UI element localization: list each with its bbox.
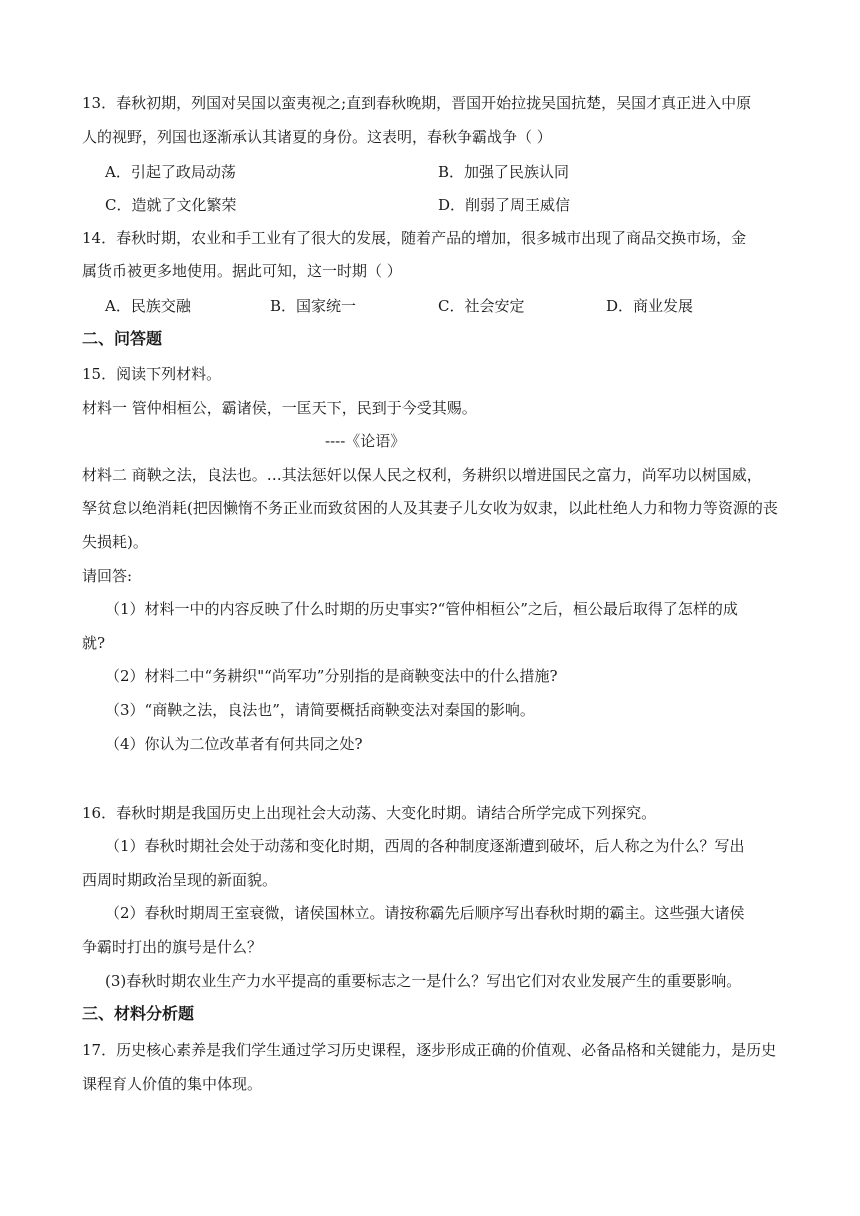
q17-stem-line1: 17．历史核心素养是我们学生通过学习历史课程，逐步形成正确的价值观、必备品格和关键能力，是历史: [82, 1041, 777, 1059]
q14-stem-line2: 属货币被更多地使用。据此可知，这一时期（ ）: [82, 262, 402, 280]
q15-ask: 请回答:: [82, 567, 133, 585]
q16-sub1-line2: 西周时期政治呈现的新面貌。: [82, 871, 278, 889]
q14-option-a: A．民族交融: [105, 297, 191, 315]
q13-stem-line1: 13．春秋初期，列国对吴国以蛮夷视之;直到春秋晚期，晋国开始拉拢吴国抗楚，吴国才真正进入中原: [82, 94, 752, 112]
q15-sub3: （3）“商鞅之法，良法也”，请简要概括商鞅变法对秦国的影响。: [105, 701, 535, 719]
q13-option-c: C．造就了文化繁荣: [105, 196, 237, 214]
q14-option-d: D．商业发展: [606, 297, 694, 315]
q16-sub3: (3)春秋时期农业生产力水平提高的重要标志之一是什么？写出它们对农业发展产生的重要影响。: [105, 972, 742, 990]
q13-option-b: B．加强了民族认同: [438, 163, 570, 181]
q15-material2-line1: 材料二 商鞅之法，良法也。…其法惩奸以保人民之权利，务耕织以增进国民之富力，尚军功以树国威，: [82, 466, 762, 484]
q15-material2-line2: 孥贫怠以绝消耗(把因懒惰不务正业而致贫困的人及其妻子儿女收为奴隶，以此杜绝人力和物力等资源的丧: [82, 499, 778, 517]
q17-stem-line2: 课程育人价值的集中体现。: [82, 1075, 263, 1093]
q13-option-d: D．削弱了周王威信: [438, 196, 571, 214]
q16-sub1-line1: （1）春秋时期社会处于动荡和变化时期，西周的各种制度逐渐遭到破坏，后人称之为什么？写出: [105, 837, 745, 855]
section-heading-material-analysis: 三、材料分析题: [82, 1004, 195, 1023]
q15-sub2: （2）材料二中“务耕织"“尚军功”分别指的是商鞅变法中的什么措施?: [105, 667, 558, 685]
q14-option-c: C．社会安定: [438, 297, 525, 315]
q15-source1: ----《论语》: [325, 432, 406, 450]
q16-sub2-line2: 争霸时打出的旗号是什么？: [82, 938, 263, 956]
q14-option-b: B．国家统一: [270, 297, 357, 315]
q13-stem-line2: 人的视野，列国也逐渐承认其诸夏的身份。这表明，春秋争霸战争（ ）: [82, 128, 552, 146]
section-heading-qa: 二、问答题: [82, 329, 163, 348]
q15-material1: 材料一 管仲相桓公，霸诸侯，一匡天下，民到于今受其赐。: [82, 399, 477, 417]
q15-material2-line3: 失损耗)。: [82, 533, 148, 551]
q16-intro: 16．春秋时期是我国历史上出现社会大动荡、大变化时期。请结合所学完成下列探究。: [82, 804, 657, 822]
q15-intro: 15．阅读下列材料。: [82, 365, 222, 383]
q14-stem-line1: 14．春秋时期，农业和手工业有了很大的发展，随着产品的增加，很多城市出现了商品交换市场，金: [82, 229, 747, 247]
q15-sub1-line2: 就?: [82, 634, 106, 652]
q15-sub4: （4）你认为二位改革者有何共同之处?: [105, 735, 363, 753]
q13-option-a: A．引起了政局动荡: [105, 163, 236, 181]
q16-sub2-line1: （2）春秋时期周王室衰微，诸侯国林立。请按称霸先后顺序写出春秋时期的霸主。这些强大诸侯: [105, 904, 745, 922]
q15-sub1-line1: （1）材料一中的内容反映了什么时期的历史事实?“管仲相桓公”之后，桓公最后取得了怎样的成: [105, 600, 738, 618]
